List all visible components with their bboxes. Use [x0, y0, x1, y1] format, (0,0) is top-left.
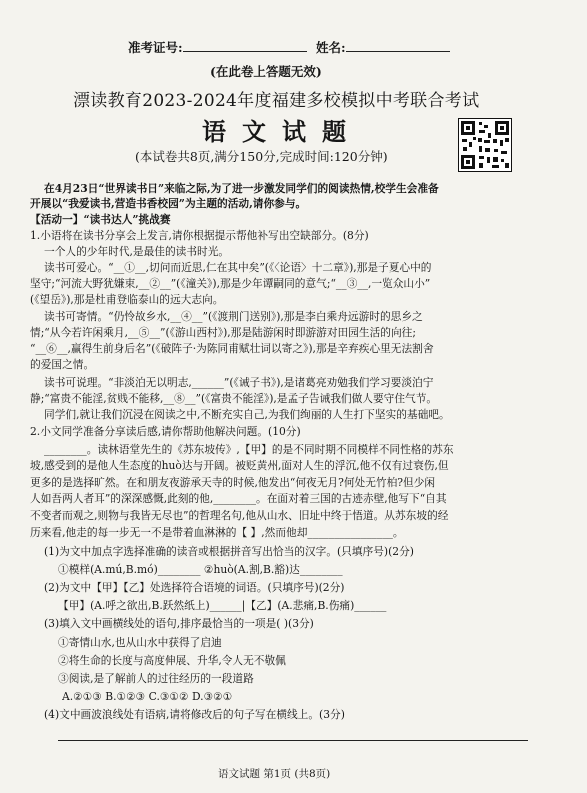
q1-line: 静;“富贵不能淫,贫贱不能移,__⑧__”(《富贵不能淫》),是孟子告诫我们做人要守住气节。 [30, 392, 438, 405]
q1-line: 坚守;“河流大野犹嫌束,__②__”(《潼关》),那是少年谭嗣同的意气;“__③__,一览众山小” [30, 277, 431, 290]
q2-sub-3-choices: A.②①③ B.①②③ C.③①② D.③②① [62, 690, 233, 703]
q2-sub-3-item: ③阅读,是了解前人的过往经历的一段道路 [58, 672, 254, 685]
q2-sub-3-item: ②将生命的长度与高度伸展、升华,令人无不敬佩 [58, 654, 286, 667]
q2-line: 历来看,他走的每一步无一不是带着血淋淋的【 】,然而他却________________。 [30, 526, 404, 539]
intro-line-1: 在4月23日“世界读书日”来临之际,为了进一步激发同学们的阅读热情,校学生会准备 [44, 182, 439, 195]
exam-id-blank[interactable] [183, 51, 307, 52]
q1-line: 读书可寄情。“仍怜故乡水,__④__”(《渡荆门送别》),那是李白乘舟远游时的思乡之 [44, 310, 423, 323]
qr-code-icon [458, 118, 512, 172]
q2-sub-2-options: 【甲】(A.呼之欲出,B.跃然纸上)______|【乙】(A.悲痛,B.伤痛)______ [58, 599, 387, 612]
q2-sub-4: (4)文中画波浪线处有语病,请将修改后的句子写在横线上。(3分) [44, 708, 345, 721]
q1-line: 读书可说理。“非淡泊无以明志,______”(《诫子书》),是诸葛亮劝勉我们学习要淡泊宁 [44, 376, 434, 389]
name-field [316, 38, 450, 56]
notice: (在此卷上答题无效) [210, 64, 322, 79]
name-blank[interactable] [346, 51, 450, 52]
q2-line: 人如吾两人者耳”的深深感慨,此刻的他,________。在面对着三国的古迹赤壁,他写下“自其 [30, 492, 447, 505]
q2-sub-3: (3)填入文中画横线处的语句,排序最恰当的一项是( )(3分) [44, 617, 314, 630]
name-label: 姓名: [316, 40, 346, 55]
q2-sub-1-options: ①模样(A.mú,B.mó)________ ②huò(A.割,B.豁)达________ [58, 563, 343, 576]
exam-meta: (本试卷共8页,满分150分,完成时间:120分钟) [135, 149, 388, 164]
q1-stem: 1.小语将在读书分享会上发言,请你根据提示帮他补写出空缺部分。(8分) [30, 229, 369, 242]
q1-line: “__⑥__,赢得生前身后名”(《破阵子·为陈同甫赋壮词以寄之》),那是辛弃疾心里无法割舍 [30, 342, 434, 355]
exam-id-label: 准考证号: [128, 40, 183, 55]
q1-line: 同学们,就让我们沉浸在阅读之中,不断充实自己,为我们绚丽的人生打下坚实的基础吧。 [44, 408, 450, 421]
q2-line: ________。读林语堂先生的《苏东坡传》,【甲】的是不同时期不同模样不同性格的苏东 [44, 443, 454, 456]
answer-line[interactable] [58, 740, 528, 741]
q2-sub-2: (2)为文中【甲】【乙】处选择符合语境的词语。(只填序号)(2分) [44, 581, 345, 594]
intro-line-2: 开展以“我爱读书,营造书香校园”为主题的活动,请你参与。 [30, 197, 307, 210]
q2-sub-1: (1)为文中加点字选择准确的读音或根据拼音写出恰当的汉字。(只填序号)(2分) [44, 545, 414, 558]
q1-line: (《望岳》),那是杜甫登临泰山的远大志向。 [30, 293, 224, 306]
q2-sub-3-item: ①寄情山水,也从山水中获得了启迪 [58, 636, 222, 649]
page-footer: 语文试题 第1页 (共8页) [218, 768, 331, 780]
q2-line: 更多的是选择旷然。在和朋友夜游承天寺的时候,他发出“何夜无月?何处无竹柏?但少闲 [30, 476, 436, 489]
q1-line: 读书可爱心。“__①__,切问而近思,仁在其中矣”(《〈论语〉十二章》),那是子夏心中的 [44, 261, 432, 274]
activity1-heading: 【活动一】“读书达人”挑战赛 [30, 213, 171, 226]
org-title: 漂读教育2023-2024年度福建多校模拟中考联合考试 [73, 91, 480, 111]
q1-line: 的爱国之情。 [30, 358, 95, 371]
subject-title: 语文试题 [202, 117, 362, 146]
q2-line: 不变者而观之,则物与我皆无尽也”的哲理名句,他从山水、旧址中终于悟道。从苏东坡的经 [30, 509, 449, 522]
q2-line: 坡,感受到的是他人生态度的huò达与开阔。被贬黄州,面对人生的浮沉,他不仅有过衰伤,但 [30, 459, 449, 472]
q1-line: 一个人的少年时代,是最佳的读书时光。 [44, 245, 230, 258]
q2-stem: 2.小文同学准备分享读后感,请你帮助他解决问题。(10分) [30, 425, 301, 438]
exam-id-field [128, 38, 307, 56]
q1-line: 情;“从今若许闲乘月,__⑤__”(《游山西村》),那是陆游闲时即游游对田园生活的向往; [30, 326, 416, 339]
